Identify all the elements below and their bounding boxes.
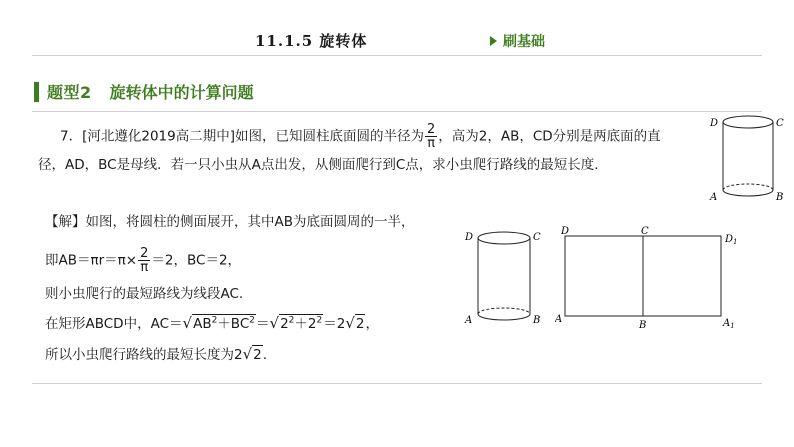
solution-text: 在矩形ABCD中，AC＝ (45, 316, 183, 332)
solution-text-a: 即AB＝πr＝π× (45, 252, 138, 269)
label-D: D (561, 226, 570, 237)
fraction (138, 247, 150, 274)
section-heading (34, 80, 254, 103)
header-tag-label: 刷基础 (503, 34, 545, 50)
solution-text-b: ＝2，BC＝2， (151, 252, 242, 269)
problem-line-1 (60, 123, 661, 150)
label-C: C (641, 226, 649, 237)
unfolded-rectangle-figure (555, 224, 745, 332)
label-D: D (465, 232, 474, 243)
solution-text: . (262, 347, 268, 363)
cylinder-figure-2 (462, 222, 550, 330)
radical-sign: √ (242, 345, 253, 363)
solution-text: ＝ (256, 316, 270, 332)
cylinder-bottom-back (723, 184, 773, 190)
section-label: 题型2 (47, 83, 92, 102)
label-D: D (710, 118, 719, 129)
label-B: B (776, 192, 784, 203)
label-C: C (776, 118, 784, 129)
label-A1: $A_1$ (723, 318, 735, 330)
sqrt-expression (243, 345, 263, 364)
radicand: 2 (355, 316, 365, 332)
fraction (425, 123, 437, 150)
bottom-divider (32, 383, 762, 384)
problem-line-2: 径，AD，BC是母线．若一只小虫从A点出发，从侧面爬行到C点，求小虫爬行路线的最短长度． (38, 157, 608, 173)
radicand-text: 2 (280, 316, 289, 332)
label-A: A (465, 315, 473, 326)
radical-sign: √ (182, 314, 193, 332)
solution-text: 所以小虫爬行路线的最短长度为2 (45, 347, 243, 363)
radicand-text: AB (193, 316, 212, 332)
problem-text-b: ，高为2，AB，CD分别是两底面的直 (438, 128, 661, 145)
fraction-denominator: π (140, 260, 149, 275)
solution-line-2 (45, 247, 241, 274)
solution-line-5 (45, 345, 267, 364)
header-divider (32, 55, 762, 56)
radical-sign: √ (345, 314, 355, 332)
label-B: B (639, 320, 647, 331)
cylinder-top-ellipse (478, 232, 530, 244)
radicand (192, 314, 256, 333)
solution-line-1: 【解】如图，将圆柱的侧面展开，其中AB为底面圆周的一半， (45, 214, 415, 230)
label-A: A (710, 192, 718, 203)
exponent: 2 (316, 315, 323, 326)
label-D1: $D_1$ (725, 234, 738, 246)
exponent: 2 (288, 315, 295, 326)
section-title: 旋转体中的计算问题 (109, 83, 254, 102)
solution-line-4 (45, 314, 379, 333)
cylinder-bottom-front (723, 190, 773, 196)
header-title: 11.1.5 旋转体 (255, 32, 368, 50)
header-tag (490, 31, 545, 51)
section-divider (32, 111, 762, 112)
label-A: A (555, 314, 563, 325)
label-C: C (533, 232, 541, 243)
solution-line-3: 则小虫爬行的最短路线为线段AC. (45, 286, 244, 302)
cylinder-bottom-front (478, 314, 530, 320)
sqrt-expression (270, 314, 324, 333)
cylinder-figure-1 (708, 108, 788, 204)
problem-text-a: 7．[河北遵化2019高二期中]如图，已知圆柱底面圆的半径为 (60, 128, 424, 145)
label-B: B (533, 315, 541, 326)
exponent: 2 (211, 315, 218, 326)
fraction-numerator: 2 (140, 246, 149, 261)
radicand-text: ＋BC (217, 316, 250, 332)
sqrt-expression (183, 314, 256, 333)
radicand (279, 314, 323, 333)
radicand-text: ＋2 (294, 316, 317, 332)
radical-sign: √ (269, 314, 280, 332)
cylinder-bottom-back (478, 308, 530, 314)
exponent: 2 (249, 315, 255, 326)
radicand: 2 (253, 347, 262, 363)
fraction-denominator: π (427, 136, 436, 151)
fraction-numerator: 2 (426, 122, 436, 137)
triangle-icon (490, 36, 497, 46)
sqrt-expression (345, 314, 365, 333)
solution-text: ＝2 (323, 316, 346, 332)
solution-text: ， (365, 316, 379, 332)
cylinder-top-ellipse (723, 116, 773, 128)
section-bar (34, 82, 39, 102)
